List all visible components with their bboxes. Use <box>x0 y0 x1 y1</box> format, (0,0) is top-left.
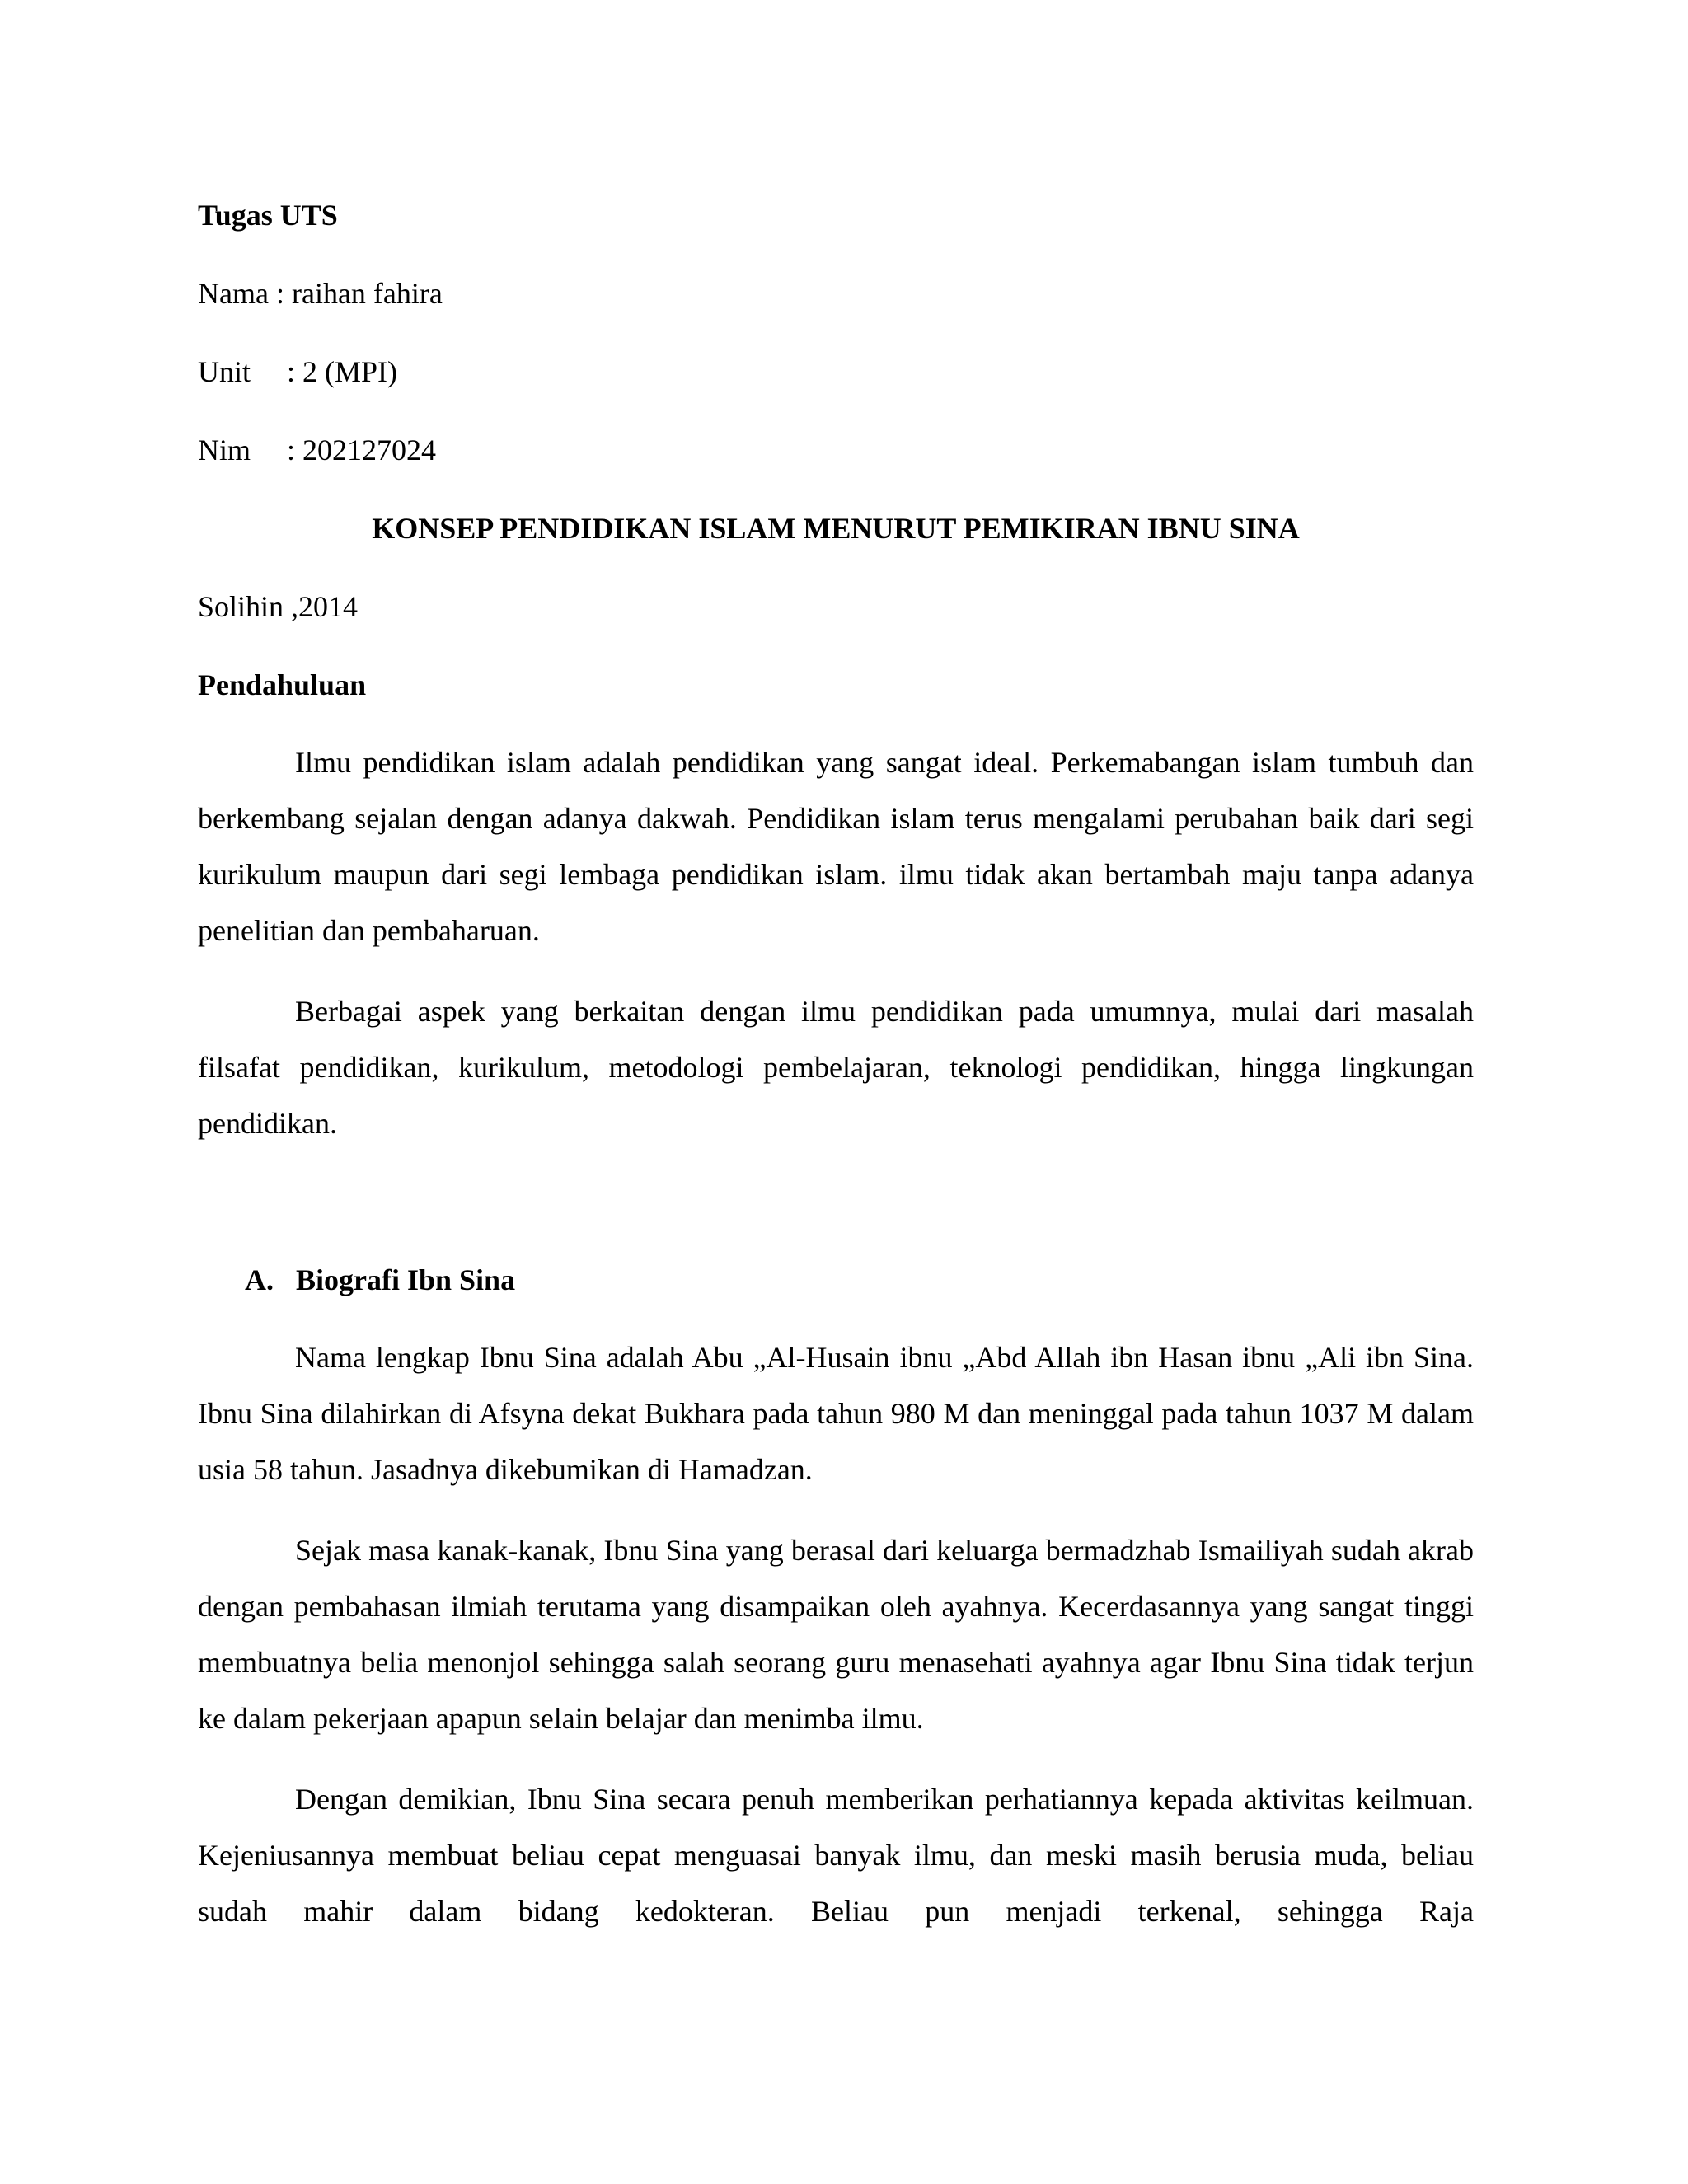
unit-value: : 2 (MPI) <box>287 355 397 388</box>
name-label: Nama <box>198 277 269 310</box>
nim-field <box>198 434 436 466</box>
intro-paragraph: Berbagai aspek yang berkaitan dengan ilmu pendidikan pada umumnya, mulai dari masalah filsafat pendidikan, kurikulum, metodologi pembelajaran, teknologi pendidikan, hingga lingkungan pendidikan. <box>198 995 1474 1140</box>
name-field <box>198 277 443 310</box>
section-a-paragraph: Dengan demikian, Ibnu Sina secara penuh memberikan perhatiannya kepada aktivitas keilmuan. Kejeniusannya membuat beliau cepat menguasai banyak ilmu, dan meski masih berusia muda, beliau sudah mahir dalam bidang kedokteran. Beliau pun menjadi terkenal, sehingga Raja <box>198 1783 1474 1928</box>
intro-paragraph: Ilmu pendidikan islam adalah pendidikan yang sangat ideal. Perkemabangan islam tumbuh dan berkembang sejalan dengan adanya dakwah. Pendidikan islam terus mengalami perubahan baik dari segi kurikulum maupun dari segi lembaga pendidikan islam. ilmu tidak akan bertambah maju tanpa adanya penelitian dan pembaharuan. <box>198 746 1474 947</box>
section-a-heading <box>245 1263 515 1296</box>
citation: Solihin ,2014 <box>198 590 359 623</box>
unit-field <box>198 355 397 388</box>
nim-label: Nim <box>198 434 251 466</box>
document-title: KONSEP PENDIDIKAN ISLAM MENURUT PEMIKIRAN IBNU SINA <box>372 512 1300 545</box>
assignment-title: Tugas UTS <box>198 199 338 232</box>
name-value: : raihan fahira <box>275 277 443 310</box>
nim-value: : 202127024 <box>287 434 437 466</box>
section-a-marker: A. <box>245 1263 274 1296</box>
section-a-paragraph: Nama lengkap Ibnu Sina adalah Abu „Al-Husain ibnu „Abd Allah ibn Hasan ibnu „Ali ibn Sina. Ibnu Sina dilahirkan di Afsyna dekat Bukhara pada tahun 980 M dan meninggal pada tahun 1037 M dalam usia 58 tahun. Jasadnya dikebumikan di Hamadzan. <box>198 1341 1474 1486</box>
section-a-title: Biografi Ibn Sina <box>296 1263 516 1296</box>
section-a-paragraph: Sejak masa kanak-kanak, Ibnu Sina yang berasal dari keluarga bermadzhab Ismailiyah sudah akrab dengan pembahasan ilmiah terutama yang disampaikan oleh ayahnya. Kecerdasannya yang sangat tinggi membuatnya belia menonjol sehingga salah seorang guru menasehati ayahnya agar Ibnu Sina tidak terjun ke dalam pekerjaan apapun selain belajar dan menimba ilmu. <box>198 1534 1474 1735</box>
unit-label: Unit <box>198 355 251 388</box>
intro-heading: Pendahuluan <box>198 668 367 701</box>
